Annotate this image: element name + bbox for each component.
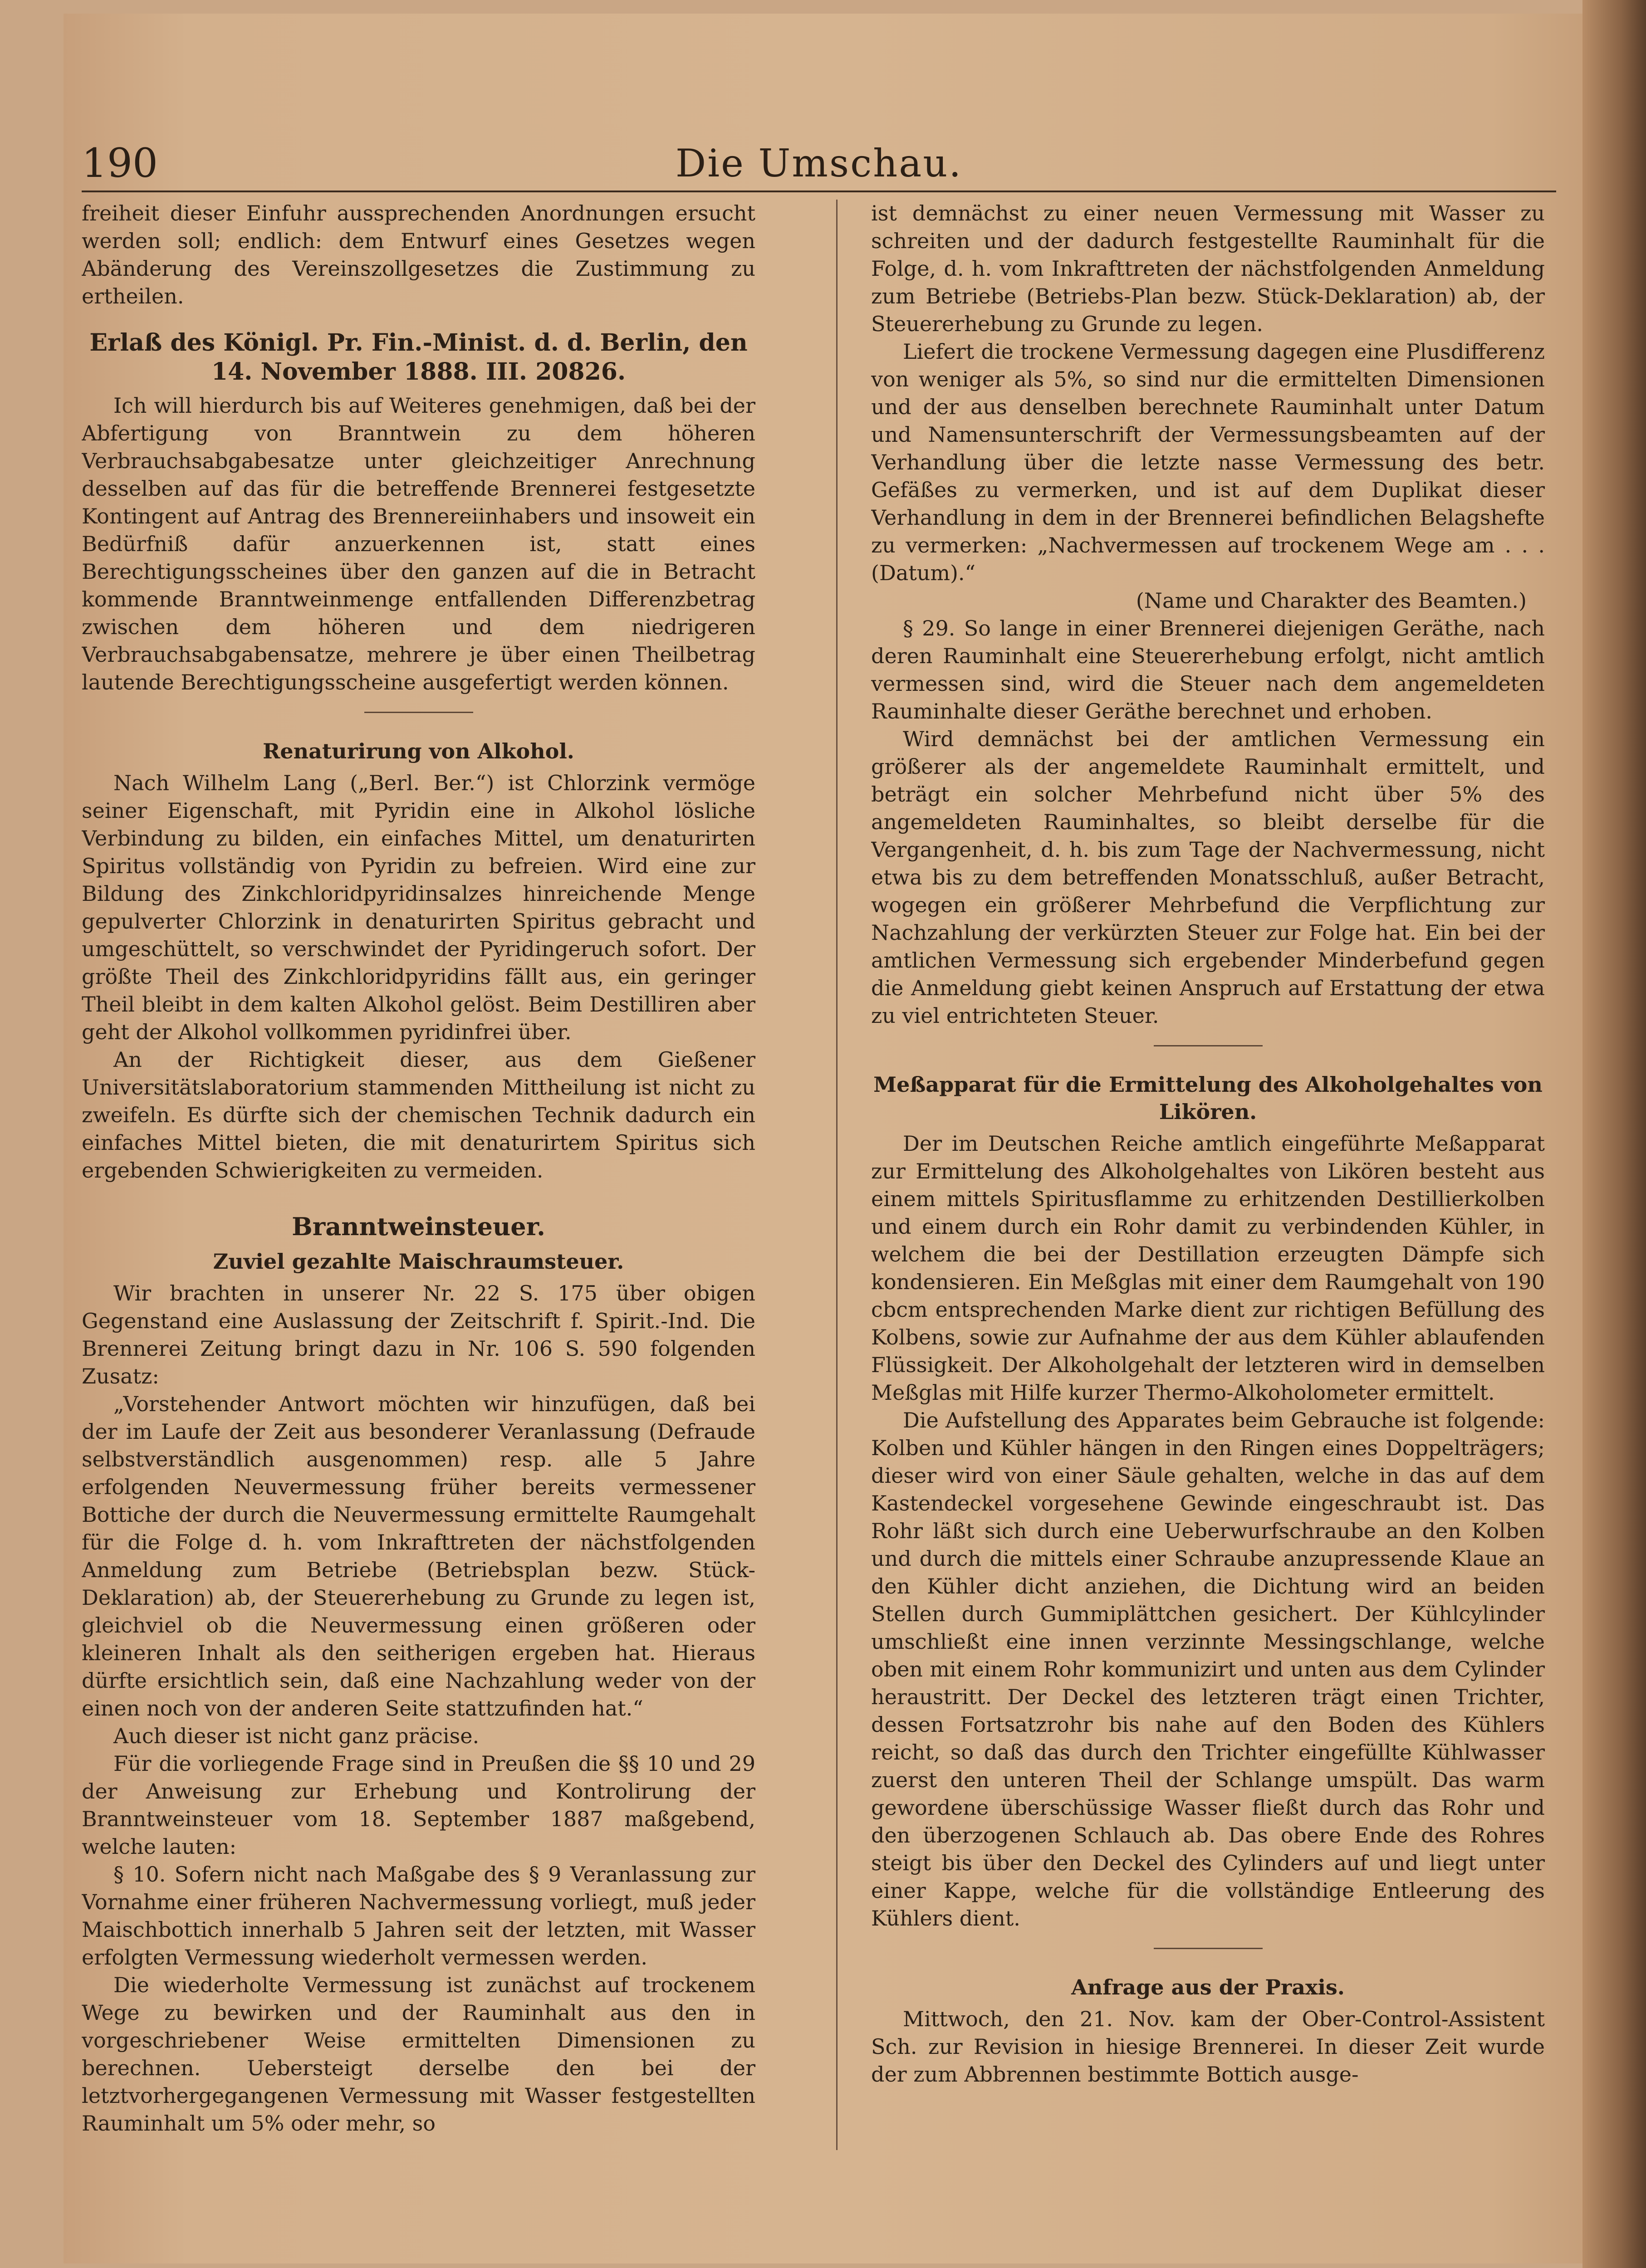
signature-line: (Name und Charakter des Beamten.): [1136, 588, 1527, 613]
right-column: [871, 200, 1545, 2150]
renaturirung-heading: Renaturirung von Alkohol.: [263, 739, 574, 763]
page-header: [82, 136, 1556, 192]
anfrage-heading: Anfrage aus der Praxis.: [1071, 1975, 1345, 1999]
paragraph: Nach Wilhelm Lang („Berl. Ber.“) ist Chlorzink vermöge seiner Eigenschaft, mit Pyridin eine in Alkohol lösliche Verbindung zu bilden, ein einfaches Mittel, um denaturirten Spiritus vollständig von Pyridin zu befreien. Wird eine zur Bildung des Zinkchloridpyridinsalzes hinreichende Menge gepulverter Chlorzink in denaturirten Spiritus gebracht und umgeschüttelt, so verschwindet der Pyridingeruch sofort. Der größte Theil des Zinkchloridpyridins fällt aus, ein geringer Theil bleibt in dem kalten Alkohol gelöst. Beim Destilliren aber geht der Alkohol vollkommen pyridinfrei über.: [82, 771, 755, 1044]
erlass-heading: Erlaß des Königl. Pr. Fin.-Minist. d. d. Berlin, den 14. November 1888. III. 20826.: [89, 329, 748, 386]
paragraph: Wird demnächst bei der amtlichen Vermessung ein größerer als der angemeldete Rauminhalt ermittelt, und beträgt ein solcher Mehrbefund nicht über 5% des angemeldeten Rauminhaltes, so bleibt derselbe für die Vergangenheit, d. h. bis zum Tage der Nachvermessung, nicht etwa bis zu dem betreffenden Monatsschluß, außer Betracht, wogegen ein größerer Mehrbefund die Verpflichtung zur Nachzahlung der verkürzten Steuer zur Folge hat. Ein bei der amtlichen Vermessung sich ergebender Minderbefund gegen die Anmeldung giebt keinen Anspruch auf Erstattung der etwa zu viel entrichteten Steuer.: [871, 727, 1545, 1028]
page-edge: [1582, 0, 1646, 2268]
journal-title: Die Umschau.: [675, 141, 963, 186]
section-divider: [1154, 1045, 1263, 1046]
paragraph: § 10. Sofern nicht nach Maßgabe des § 9 Veranlassung zur Vornahme einer früheren Nachvermessung vorliegt, muß jeder Maischbottich innerhalb 5 Jahren seit der letzten, mit Wasser erfolgten Vermessung wiederholt vermessen werden.: [82, 1862, 755, 1970]
section-divider: [1154, 1948, 1263, 1949]
paragraph: Wir brachten in unserer Nr. 22 S. 175 über obigen Gegenstand eine Auslassung der Zeitschrift f. Spirit.-Ind. Die Brennerei Zeitung bringt dazu in Nr. 106 S. 590 folgenden Zusatz:: [82, 1281, 755, 1388]
paragraph: Der im Deutschen Reiche amtlich eingeführte Meßapparat zur Ermittelung des Alkoholgehaltes von Likören besteht aus einem mittels Spiritusflamme zu erhitzenden Destillierkolben und einem durch ein Rohr damit zu verbindenden Kühler, in welchem die bei der Destillation erzeugten Dämpfe sich kondensieren. Ein Meßglas mit einer dem Raumgehalt von 190 cbcm entsprechenden Marke dient zur richtigen Befüllung des Kolbens, sowie zur Aufnahme der aus dem Kühler ablaufenden Flüssigkeit. Der Alkoholgehalt der letzteren wird in demselben Meßglas mit Hilfe kurzer Thermo-Alkoholometer ermittelt.: [871, 1131, 1545, 1405]
paragraph: freiheit dieser Einfuhr aussprechenden Anordnungen ersucht werden soll; endlich: dem Entwurf eines Gesetzes wegen Abänderung des Vereinszollgesetzes die Zustimmung zu ertheilen.: [82, 201, 755, 308]
left-column: [82, 200, 755, 2150]
paragraph: Auch dieser ist nicht ganz präcise.: [113, 1724, 480, 1748]
paragraph: § 29. So lange in einer Brennerei diejenigen Geräthe, nach deren Rauminhalt eine Steuererhebung erfolgt, nicht amtlich vermessen sind, wird die Steuer nach dem angemeldeten Rauminhalte dieser Geräthe berechnet und erhoben.: [871, 616, 1545, 723]
paragraph: „Vorstehender Antwort möchten wir hinzufügen, daß bei der im Laufe der Zeit aus besonderer Veranlassung (Defraude selbstverständlich ausgenommen) resp. alle 5 Jahre erfolgenden Neuvermessung früher bereits vermessener Bottiche der durch die Neuvermessung ermittelte Raumgehalt für die Folge d. h. vom Inkrafttreten der nächstfolgenden Anmeldung zum Betriebe (Betriebsplan bezw. Stück-Deklaration) ab, der Steuererhebung zu Grunde zu legen ist, gleichviel ob die Neuvermessung einen größeren oder kleineren Inhalt als den seitherigen ergeben hat. Hieraus dürfte ersichtlich sein, daß eine Nachzahlung weder von der einen noch von der anderen Seite stattzufinden hat.“: [82, 1392, 755, 1721]
paragraph: Die Aufstellung des Apparates beim Gebrauche ist folgende: Kolben und Kühler hängen in den Ringen eines Doppelträgers; dieser wird von einer Säule gehalten, welche in das auf dem Kastendeckel vorgesehene Gewinde eingeschraubt ist. Das Rohr läßt sich durch eine Ueberwurfschraube an den Kolben und durch die mittels einer Schraube anzupressende Klaue an den Kühler dicht anziehen, die Dichtung wird an beiden Stellen durch Gummiplättchen gesichert. Der Kühlcylinder umschließt eine innen verzinnte Messingschlange, welche oben mit einem Rohr kommunizirt und unten aus dem Cylinder heraustritt. Der Deckel des letzteren trägt einen Trichter, dessen Fortsatzrohr bis nahe auf den Boden des Kühlers reicht, so daß das durch den Trichter eingefüllte Kühlwasser zuerst den unteren Theil der Schlange umspült. Das warm gewordene überschüssige Wasser fließt durch das Rohr und den überzogenen Schlauch ab. Das obere Ende des Rohres steigt bis über den Deckel des Cylinders auf und liegt unter einer Kappe, welche für die vollständige Entleerung des Kühlers dient.: [871, 1408, 1545, 1931]
paragraph: Ich will hierdurch bis auf Weiteres genehmigen, daß bei der Abfertigung von Branntwein zu dem höheren Verbrauchsabgabesatze unter gleichzeitiger Anrechnung desselben auf das für die betreffende Brennerei festgesetzte Kontingent auf Antrag des Brennereiinhabers und insoweit ein Bedürfniß dafür anzuerkennen ist, statt eines Berechtigungsscheines über den ganzen auf die in Betracht kommende Branntweinmenge entfallenden Differenzbetrag zwischen dem höheren und dem niedrigeren Verbrauchsabgabensatze, mehrere je über einen Theilbetrag lautende Berechtigungsscheine ausgefertigt werden können.: [82, 393, 755, 694]
messapparat-heading: Meßapparat für die Ermittelung des Alkoholgehaltes von Likören.: [873, 1072, 1543, 1124]
paragraph: Die wiederholte Vermessung ist zunächst auf trockenem Wege zu bewirken und der Rauminhalt aus den in vorgeschriebener Weise ermittelten Dimensionen zu berechnen. Uebersteigt derselbe den bei der letztvorhergegangenen Vermessung mit Wasser festgestellten Rauminhalt um 5% oder mehr, so: [82, 1973, 755, 2136]
paragraph: An der Richtigkeit dieser, aus dem Gießener Universitätslaboratorium stammenden Mittheilung ist nicht zu zweifeln. Es dürfte sich der chemischen Technik dadurch ein einfaches Mittel bieten, die mit denaturirtem Spiritus sich ergebenden Schwierigkeiten zu vermeiden.: [82, 1047, 755, 1183]
paragraph: Liefert die trockene Vermessung dagegen eine Plusdifferenz von weniger als 5%, so sind nur die ermittelten Dimensionen und der aus denselben berechnete Rauminhalt unter Datum und Namensunterschrift der Vermessungsbeamten auf der Verhandlung über die letzte nasse Vermessung des betr. Gefäßes zu vermerken, und ist auf dem Duplikat dieser Verhandlung in dem in der Brennerei befindlichen Belagshefte zu vermerken: „Nachvermessen auf trockenem Wege am . . . (Datum).“: [871, 339, 1545, 585]
paragraph: ist demnächst zu einer neuen Vermessung mit Wasser zu schreiten und der dadurch festgestellte Rauminhalt für die Folge, d. h. vom Inkrafttreten der nächstfolgenden Anmeldung zum Betriebe (Betriebs-Plan bezw. Stück-Deklaration) ab, der Steuererhebung zu Grunde zu legen.: [871, 201, 1545, 336]
branntweinsteuer-heading: Branntweinsteuer.: [292, 1212, 545, 1241]
paragraph: Für die vorliegende Frage sind in Preußen die §§ 10 und 29 der Anweisung zur Erhebung und Kontrolirung der Branntweinsteuer vom 18. September 1887 maßgebend, welche lauten:: [82, 1751, 755, 1859]
column-rule: [836, 200, 838, 2150]
section-divider: [364, 712, 473, 713]
paragraph: Mittwoch, den 21. Nov. kam der Ober-Control-Assistent Sch. zur Revision in hiesige Brennerei. In dieser Zeit wurde der zum Abbrennen bestimmte Bottich ausge-: [871, 2007, 1545, 2087]
page-number: 190: [82, 140, 158, 186]
maischraumsteuer-heading: Zuviel gezahlte Maischraumsteuer.: [213, 1249, 624, 1274]
